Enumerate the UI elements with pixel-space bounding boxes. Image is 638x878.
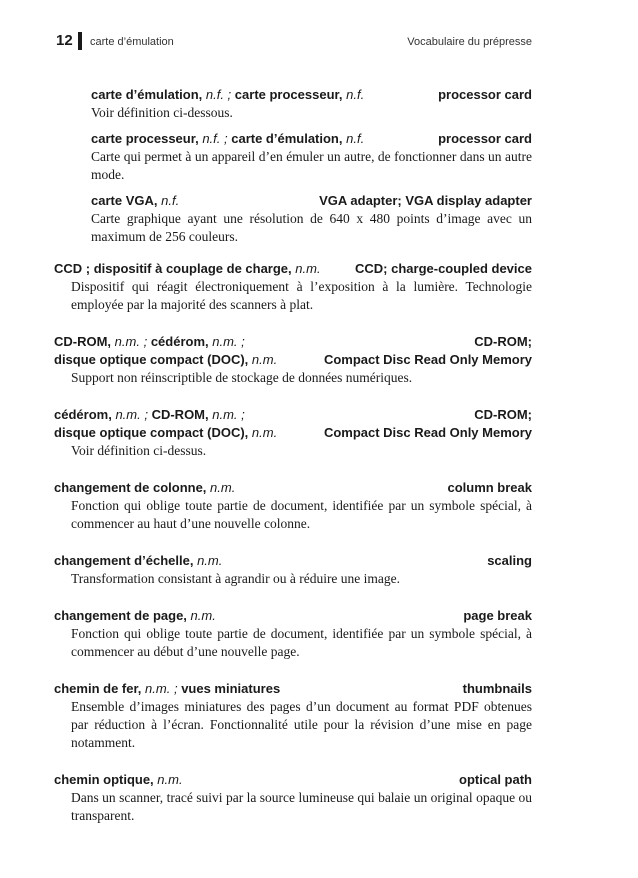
entry-term-en: CCD; charge-coupled device: [355, 261, 532, 276]
entry-definition: Ensemble d’images miniatures des pages d’un document au format PDF obtenues par réduction à l’écran. Fonctionnalité utile pour la révision d’une mise en page notamment.: [71, 699, 532, 750]
entry-cd-rom: [54, 333, 532, 387]
entry-definition: Carte graphique ayant une résolution de 640 x 480 points d’image avec un maximum de 256 couleurs.: [91, 211, 532, 244]
entry-term-en: processor card: [438, 87, 532, 102]
entry-headword-line-2: [54, 424, 532, 442]
entry-term-fr: changement de page, n.m.: [54, 608, 216, 623]
entry-definition: Support non réinscriptible de stockage de données numériques.: [71, 370, 413, 385]
entry-ccd: [54, 260, 532, 314]
entry-changement-echelle: [54, 552, 532, 588]
page-number: 12: [56, 32, 73, 49]
entry-headword-line: [91, 86, 532, 104]
entry-term-en: column break: [447, 480, 532, 495]
entry-definition: Fonction qui oblige toute partie de document, identifiée par un symbole spécial, à commencer au début d’une nouvelle page.: [71, 626, 532, 659]
entry-term-fr: disque optique compact (DOC), n.m.: [54, 425, 278, 440]
entry-term-fr: changement de colonne, n.m.: [54, 480, 236, 495]
entry-carte-vga: [91, 192, 532, 246]
entry-term-en: processor card: [438, 131, 532, 146]
entry-headword-line: [54, 333, 532, 351]
entry-changement-de-page: [54, 607, 532, 661]
entry-term-fr: CCD ; dispositif à couplage de charge, n.m.: [54, 261, 321, 276]
entry-headword-line: [54, 771, 532, 789]
entry-definition: Fonction qui oblige toute partie de document, identifiée par un symbole spécial, à commencer au haut d’une nouvelle colonne.: [71, 498, 532, 531]
entry-headword-line: [54, 406, 532, 424]
dictionary-entries: [54, 86, 532, 844]
entry-term-fr: carte processeur, n.f. ; carte d’émulation, n.f.: [91, 131, 365, 146]
entry-term-en: Compact Disc Read Only Memory: [323, 425, 532, 440]
entry-term-fr: changement d’échelle, n.m.: [54, 553, 223, 568]
entry-term-fr: CD-ROM, n.m. ; cédérom, n.m. ;: [54, 334, 245, 349]
header-divider: [78, 32, 82, 50]
entry-term-en: page break: [463, 608, 532, 623]
entry-term-en: CD-ROM;: [474, 334, 532, 349]
entry-headword-line: [91, 130, 532, 148]
header-left-text: carte d’émulation: [90, 36, 174, 48]
entry-term-en: VGA adapter; VGA display adapter: [319, 193, 532, 208]
entry-definition: Voir définition ci-dessus.: [71, 443, 207, 458]
entry-definition: Voir définition ci-dessous.: [91, 105, 233, 120]
entry-headword-line: [91, 192, 532, 210]
running-header: [54, 32, 532, 52]
entry-headword-line: [54, 260, 532, 278]
entry-definition: Carte qui permet à un appareil d’en émuler un autre, de fonctionner dans un autre mode.: [91, 149, 532, 182]
entry-carte-emulation: [91, 86, 532, 122]
entry-term-en: scaling: [487, 553, 532, 568]
entry-carte-processeur: [91, 130, 532, 184]
entry-definition: Dispositif qui réagit électroniquement à l’exposition à la lumière. Technologie employée par la majorité des scanners à plat.: [71, 279, 532, 312]
entry-definition: Dans un scanner, tracé suivi par la source lumineuse qui balaie un original opaque ou transparent.: [71, 790, 532, 823]
entry-term-fr: carte d’émulation, n.f. ; carte processeur, n.f.: [91, 87, 365, 102]
entry-headword-line: [54, 607, 532, 625]
entry-cederom: [54, 406, 532, 460]
entry-chemin-optique: [54, 771, 532, 825]
entry-term-fr: chemin de fer, n.m. ; vues miniatures: [54, 681, 281, 696]
entry-term-fr: cédérom, n.m. ; CD-ROM, n.m. ;: [54, 407, 245, 422]
entry-term-fr: carte VGA, n.f.: [91, 193, 180, 208]
entry-term-fr: disque optique compact (DOC), n.m.: [54, 352, 278, 367]
header-right-text: Vocabulaire du prépresse: [407, 36, 532, 48]
entry-definition: Transformation consistant à agrandir ou à réduire une image.: [71, 571, 401, 586]
entry-term-en: CD-ROM;: [474, 407, 532, 422]
entry-headword-line-2: [54, 351, 532, 369]
entry-headword-line: [54, 479, 532, 497]
entry-term-en: thumbnails: [462, 681, 532, 696]
entry-term-en: optical path: [459, 772, 532, 787]
entry-headword-line: [54, 680, 532, 698]
entry-term-fr: chemin optique, n.m.: [54, 772, 183, 787]
entry-chemin-de-fer: [54, 680, 532, 752]
entry-changement-de-colonne: [54, 479, 532, 533]
entry-headword-line: [54, 552, 532, 570]
entry-term-en: Compact Disc Read Only Memory: [323, 352, 532, 367]
